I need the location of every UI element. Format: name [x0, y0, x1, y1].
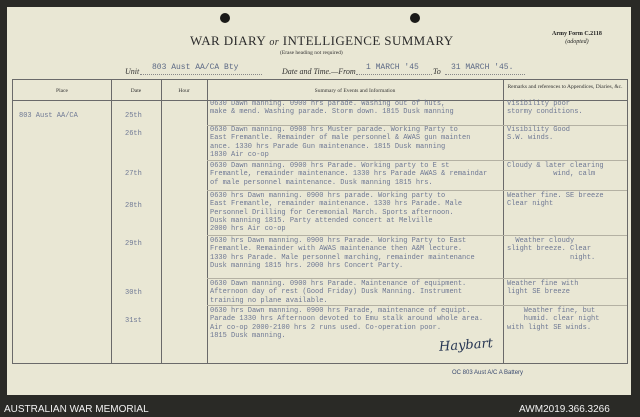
punch-hole — [410, 13, 420, 23]
entry-remarks: Weather fine with light SE breeze — [507, 280, 579, 297]
army-form-number: Army Form C.2118 (adopted) — [552, 31, 602, 45]
col-date: Date — [130, 88, 142, 94]
date-from-line — [356, 74, 432, 75]
date-label: Date and Time.—From — [282, 67, 356, 76]
entry-remarks: Weather fine, but humid. clear night with light SE winds. — [507, 307, 600, 332]
place-value: 803 Aust AA/CA — [19, 112, 78, 120]
col-hour: Hour — [178, 88, 190, 94]
handwritten-signature: Haybart — [438, 336, 494, 355]
unit-line — [140, 74, 262, 75]
entry-summary: 0630 hrs Dawn manning. 0900 hrs parade. Working party to East Fremantle, remainder maintenance. 1330 hrs Parade. Male Personnel Drilling for Ceremonial March. Sports afternoon. Dusk manning 1815. Party attended concert at Melville 2000 hrs Air co-op — [210, 192, 463, 234]
col-place: Place — [56, 88, 68, 94]
footer-credit: AUSTRALIAN WAR MEMORIAL — [4, 404, 149, 415]
punch-hole — [220, 13, 230, 23]
oc-stamp: OC 803 Aust A/C A Battery — [452, 370, 524, 376]
form-title: WAR DIARY or INTELLIGENCE SUMMARY — [190, 33, 454, 48]
entry-summary: 0630 Dawn manning. 0900 hrs Parade. Maintenance of equipment. Afternoon day of rest (Good Friday) Dusk Manning. Instrument training no plane available. — [210, 280, 467, 305]
unit-value: 803 Aust AA/CA Bty — [152, 63, 239, 72]
unit-label: Unit — [125, 67, 140, 76]
entry-summary: 0630 Dawn manning. 0900 hrs Muster parade. Working Party to East Fremantle. Remainder of male personnel & AWAS gun mainten ance. 1330 hrs Parade Gun maintenance. 1815 Dusk manning 1830 Air co-op — [210, 126, 471, 159]
entry-date: 25th — [125, 112, 142, 120]
entry-remarks: Weather cloudy slight breeze. Clear night. — [507, 237, 596, 262]
diary-table — [12, 79, 628, 364]
entry-date: 26th — [125, 130, 142, 138]
entry-remarks: Weather fine. SE breeze Clear night — [507, 192, 604, 209]
footer-accession-number: AWM2019.366.3266 — [519, 404, 610, 415]
entry-remarks: Visibility poor stormy conditions. — [507, 100, 583, 117]
entry-summary: 0630 hrs Dawn manning. 0900 hrs Parade. Working Party to East Fremantle. Remainder with AWAS maintenance then A&M lecture. 1330 hrs Parade. Male personnel marching, remainder maintenance Dusk manning 1815 hrs. 2000 hrs Concert Party. — [210, 237, 475, 270]
col-summary: Summary of Events and Information — [314, 88, 396, 94]
entry-summary: 0630 Dawn manning. 0900 hrs Parade. Working party to E st Fremantle, remainder maintenance. 1330 hrs Parade AWAS & remaindar of male personnel maintenance. Dusk manning 1815 hrs. — [210, 162, 488, 187]
col-remarks: Remarks and references to Appendices, Diaries, &c. — [507, 84, 623, 90]
to-label: To — [433, 67, 441, 76]
date-to-value: 31 MARCH '45. — [451, 63, 514, 72]
entry-date: 31st — [125, 317, 142, 325]
entry-remarks: Cloudy & later clearing wind, calm — [507, 162, 604, 179]
entry-date: 27th — [125, 170, 142, 178]
date-from-value: 1 MARCH '45 — [366, 63, 419, 72]
entry-summary: 0630 Dawn manning. 0900 hrs parade. Washing out of huts, make & mend. Washing parade. Storm down. 1815 Dusk manning — [210, 100, 454, 117]
entry-date: 28th — [125, 202, 142, 210]
entry-date: 30th — [125, 289, 142, 297]
date-to-line — [445, 74, 525, 75]
entry-summary: 0630 hrs Dawn manning. 0900 hrs Parade, maintenance of equipt. Parade 1330 hrs Afternoon devoted to Emu stalk around whole area. Air co-op 2000-2100 hrs 2 runs used. Co-operation poor. 1815 Dusk manning. — [210, 307, 484, 340]
entry-remarks: Visibility Good S.W. winds. — [507, 126, 571, 143]
form-subtitle: (Erase heading not required) — [280, 50, 343, 56]
entry-date: 29th — [125, 240, 142, 248]
